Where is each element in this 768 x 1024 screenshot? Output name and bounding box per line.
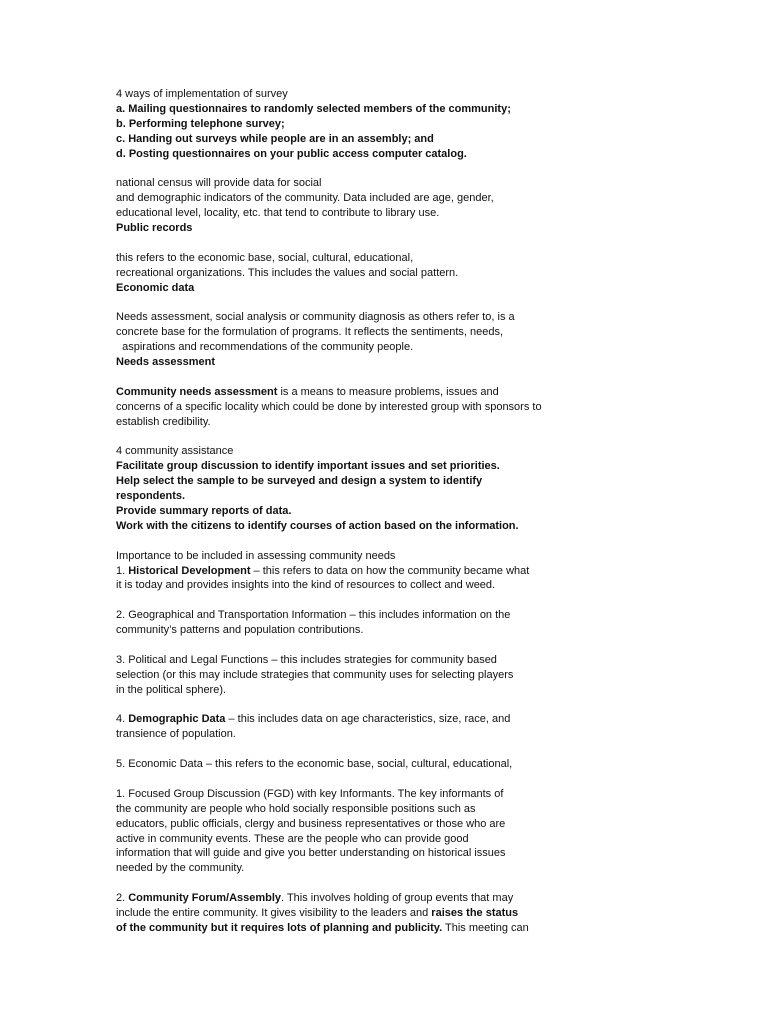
text-line bbox=[116, 757, 756, 772]
text-line bbox=[116, 132, 756, 147]
blank-line bbox=[116, 295, 756, 310]
text-line bbox=[116, 474, 756, 489]
bold-text-run: Community needs assessment bbox=[116, 385, 278, 398]
text-line bbox=[116, 355, 756, 370]
text-line bbox=[116, 861, 756, 876]
text-line bbox=[116, 906, 756, 921]
bold-text-run: d. Posting questionnaires on your public access computer catalog. bbox=[116, 147, 467, 160]
bold-text-run: Help select the sample to be surveyed and design a system to identify bbox=[116, 475, 483, 488]
text-run: – this refers to data on how the community became what bbox=[250, 564, 530, 577]
bold-text-run: Demographic Data bbox=[128, 713, 226, 726]
text-line bbox=[116, 608, 756, 623]
blank-line bbox=[116, 593, 756, 608]
text-line bbox=[116, 832, 756, 847]
blank-line bbox=[116, 638, 756, 653]
text-run: concrete base for the formulation of programs. It reflects the sentiments, needs, bbox=[116, 326, 504, 339]
text-run: and demographic indicators of the community. Data included are age, gender, bbox=[116, 192, 494, 205]
text-line bbox=[116, 549, 756, 564]
text-line bbox=[116, 147, 756, 162]
bold-text-run: Needs assessment bbox=[116, 356, 216, 369]
text-run: concerns of a specific locality which could be done by interested group with sponsors to bbox=[116, 400, 542, 413]
text-line bbox=[116, 221, 756, 236]
text-line bbox=[116, 489, 756, 504]
text-line bbox=[116, 891, 756, 906]
bold-text-run: Facilitate group discussion to identify important issues and set priorities. bbox=[116, 460, 500, 473]
text-run: 4 community assistance bbox=[116, 445, 234, 458]
blank-line bbox=[116, 772, 756, 787]
bold-text-run: raises the status bbox=[431, 906, 519, 919]
text-line bbox=[116, 340, 756, 355]
text-run: 4. bbox=[116, 713, 129, 726]
text-line bbox=[116, 191, 756, 206]
text-run: community’s patterns and population contributions. bbox=[116, 624, 364, 637]
text-run: active in community events. These are the people who can provide good bbox=[116, 832, 469, 845]
blank-line bbox=[116, 429, 756, 444]
bold-text-run: Historical Development bbox=[128, 564, 251, 577]
text-line bbox=[116, 668, 756, 683]
text-line bbox=[116, 459, 756, 474]
text-line bbox=[116, 787, 756, 802]
text-line bbox=[116, 623, 756, 638]
text-line bbox=[116, 802, 756, 817]
text-line bbox=[116, 310, 756, 325]
text-line bbox=[116, 400, 756, 415]
text-run: selection (or this may include strategies that community uses for selecting players bbox=[116, 668, 514, 681]
text-line bbox=[116, 444, 756, 459]
text-run: aspirations and recommendations of the community people. bbox=[116, 341, 414, 354]
blank-line bbox=[116, 534, 756, 549]
text-run: 1. Focused Group Discussion (FGD) with key Informants. The key informants of bbox=[116, 787, 504, 800]
text-line bbox=[116, 385, 756, 400]
text-run: establish credibility. bbox=[116, 415, 211, 428]
text-run: is a means to measure problems, issues and bbox=[277, 385, 499, 398]
text-run: Needs assessment, social analysis or community diagnosis as others refer to, is a bbox=[116, 311, 515, 324]
text-run: needed by the community. bbox=[116, 862, 245, 875]
blank-line bbox=[116, 236, 756, 251]
text-line bbox=[116, 504, 756, 519]
bold-text-run: Economic data bbox=[116, 281, 195, 294]
text-run: educational level, locality, etc. that tend to contribute to library use. bbox=[116, 207, 440, 220]
blank-line bbox=[116, 698, 756, 713]
text-run: 2. bbox=[116, 892, 129, 905]
text-run: it is today and provides insights into the kind of resources to collect and weed. bbox=[116, 579, 496, 592]
text-line bbox=[116, 921, 756, 936]
bold-text-run: Community Forum/Assembly bbox=[128, 892, 282, 905]
text-line bbox=[116, 325, 756, 340]
bold-text-run: a. Mailing questionnaires to randomly selected members of the community; bbox=[116, 102, 511, 115]
text-line bbox=[116, 519, 756, 534]
text-run: the community are people who hold socially responsible positions such as bbox=[116, 802, 476, 815]
text-run: transience of population. bbox=[116, 728, 236, 741]
text-line bbox=[116, 727, 756, 742]
text-line bbox=[116, 206, 756, 221]
text-run: 5. Economic Data – this refers to the economic base, social, cultural, educational, bbox=[116, 758, 513, 771]
text-run: national census will provide data for social bbox=[116, 177, 322, 190]
text-run: information that will guide and give you better understanding on historical issues bbox=[116, 847, 506, 860]
text-line bbox=[116, 281, 756, 296]
bold-text-run: respondents. bbox=[116, 490, 186, 503]
text-line bbox=[116, 817, 756, 832]
text-run: educators, public officials, clergy and business representatives or those who are bbox=[116, 817, 506, 830]
text-run: 1. bbox=[116, 564, 129, 577]
blank-line bbox=[116, 370, 756, 385]
text-run: this refers to the economic base, social, cultural, educational, bbox=[116, 251, 414, 264]
document-page bbox=[116, 87, 756, 936]
text-run: in the political sphere). bbox=[116, 683, 227, 696]
blank-line bbox=[116, 742, 756, 757]
bold-text-run: Provide summary reports of data. bbox=[116, 504, 292, 517]
text-line bbox=[116, 415, 756, 430]
bold-text-run: of the community but it requires lots of planning and publicity. bbox=[116, 921, 443, 934]
text-line bbox=[116, 87, 756, 102]
text-line bbox=[116, 653, 756, 668]
blank-line bbox=[116, 876, 756, 891]
text-run: recreational organizations. This includes the values and social pattern. bbox=[116, 266, 459, 279]
text-line bbox=[116, 251, 756, 266]
bold-text-run: Public records bbox=[116, 222, 193, 235]
bold-text-run: b. Performing telephone survey; bbox=[116, 117, 285, 130]
text-line bbox=[116, 266, 756, 281]
text-run: 3. Political and Legal Functions – this includes strategies for community based bbox=[116, 653, 497, 666]
text-run: This meeting can bbox=[442, 921, 529, 934]
text-line bbox=[116, 578, 756, 593]
text-line bbox=[116, 102, 756, 117]
text-line bbox=[116, 564, 756, 579]
text-run: . This involves holding of group events that may bbox=[281, 892, 514, 905]
text-run: 4 ways of implementation of survey bbox=[116, 88, 288, 100]
text-line bbox=[116, 846, 756, 861]
text-line bbox=[116, 683, 756, 698]
text-line bbox=[116, 712, 756, 727]
bold-text-run: c. Handing out surveys while people are in an assembly; and bbox=[116, 132, 434, 145]
text-line bbox=[116, 117, 756, 132]
blank-line bbox=[116, 161, 756, 176]
text-run: 2. Geographical and Transportation Information – this includes information on the bbox=[116, 609, 511, 622]
text-run: Importance to be included in assessing community needs bbox=[116, 549, 396, 562]
bold-text-run: Work with the citizens to identify courses of action based on the information. bbox=[116, 519, 519, 532]
text-run: – this includes data on age characteristics, size, race, and bbox=[225, 713, 511, 726]
text-run: include the entire community. It gives visibility to the leaders and bbox=[116, 906, 432, 919]
text-line bbox=[116, 176, 756, 191]
